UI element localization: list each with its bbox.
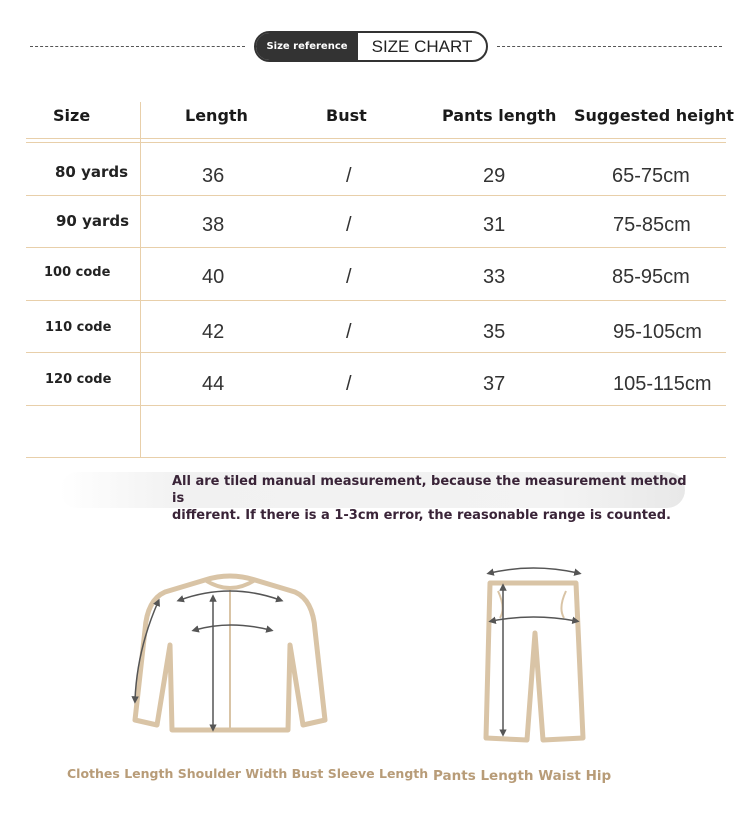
row-pants-length: 29 [483,165,506,187]
row-size: 120 code [45,372,112,387]
row-length: 44 [202,373,225,395]
row-pants-length: 31 [483,214,506,236]
row-bust: / [346,214,352,236]
row-bust: / [346,321,352,343]
row-pants-length: 37 [483,373,506,395]
collar-outline [205,580,255,588]
row-length: 40 [202,266,225,288]
bust-arrow [195,625,270,630]
pocket-lines [498,591,566,618]
row-bust: / [346,266,352,288]
row-size: 80 yards [55,163,129,181]
row-bust: / [346,165,352,187]
header-suggested-height: Suggested height [574,106,734,125]
row-rule [26,352,726,353]
row-pants-length: 35 [483,321,506,343]
pants-illustration [478,563,588,748]
row-bust: / [346,373,352,395]
row-size: 110 code [45,320,112,335]
row-suggested-height: 105-115cm [613,373,712,395]
size-table [26,90,734,460]
header-length: Length [185,106,248,125]
row-suggested-height: 95-105cm [613,321,702,343]
header-bust: Bust [326,106,367,125]
row-rule [26,300,726,301]
row-length: 38 [202,214,225,236]
row-suggested-height: 65-75cm [612,165,690,187]
pants-caption: Pants Length Waist Hip [433,768,612,784]
row-rule [26,195,726,196]
row-length: 42 [202,321,225,343]
note-line-2: different. If there is a 1-3cm error, the reasonable range is counted. [172,508,671,523]
table-bottom-rule [26,457,726,458]
pants-outline [486,583,583,740]
row-pants-length: 33 [483,266,506,288]
row-rule [26,405,726,406]
row-length: 36 [202,165,225,187]
row-suggested-height: 75-85cm [613,214,691,236]
measurement-note [172,473,692,524]
size-chart-title: SIZE CHART [371,36,473,56]
header-size: Size [53,106,91,125]
row-rule [26,247,726,248]
row-size: 100 code [44,265,111,280]
row-suggested-height: 85-95cm [612,266,690,288]
header-rule-second [26,142,726,143]
row-size: 90 yards [56,212,130,230]
top-garment-caption: Clothes Length Shoulder Width Bust Sleeve Length [67,766,429,781]
divider-right [497,46,722,47]
header-pants-length: Pants length [442,106,557,125]
waist-arrow [490,568,578,573]
divider-left [30,46,245,47]
header-rule [26,138,726,139]
note-line-1: All are tiled manual measurement, because the measurement method is [172,474,687,506]
size-reference-tag: Size reference [256,33,358,60]
top-garment-illustration [125,570,335,740]
size-chart-banner [254,31,488,62]
